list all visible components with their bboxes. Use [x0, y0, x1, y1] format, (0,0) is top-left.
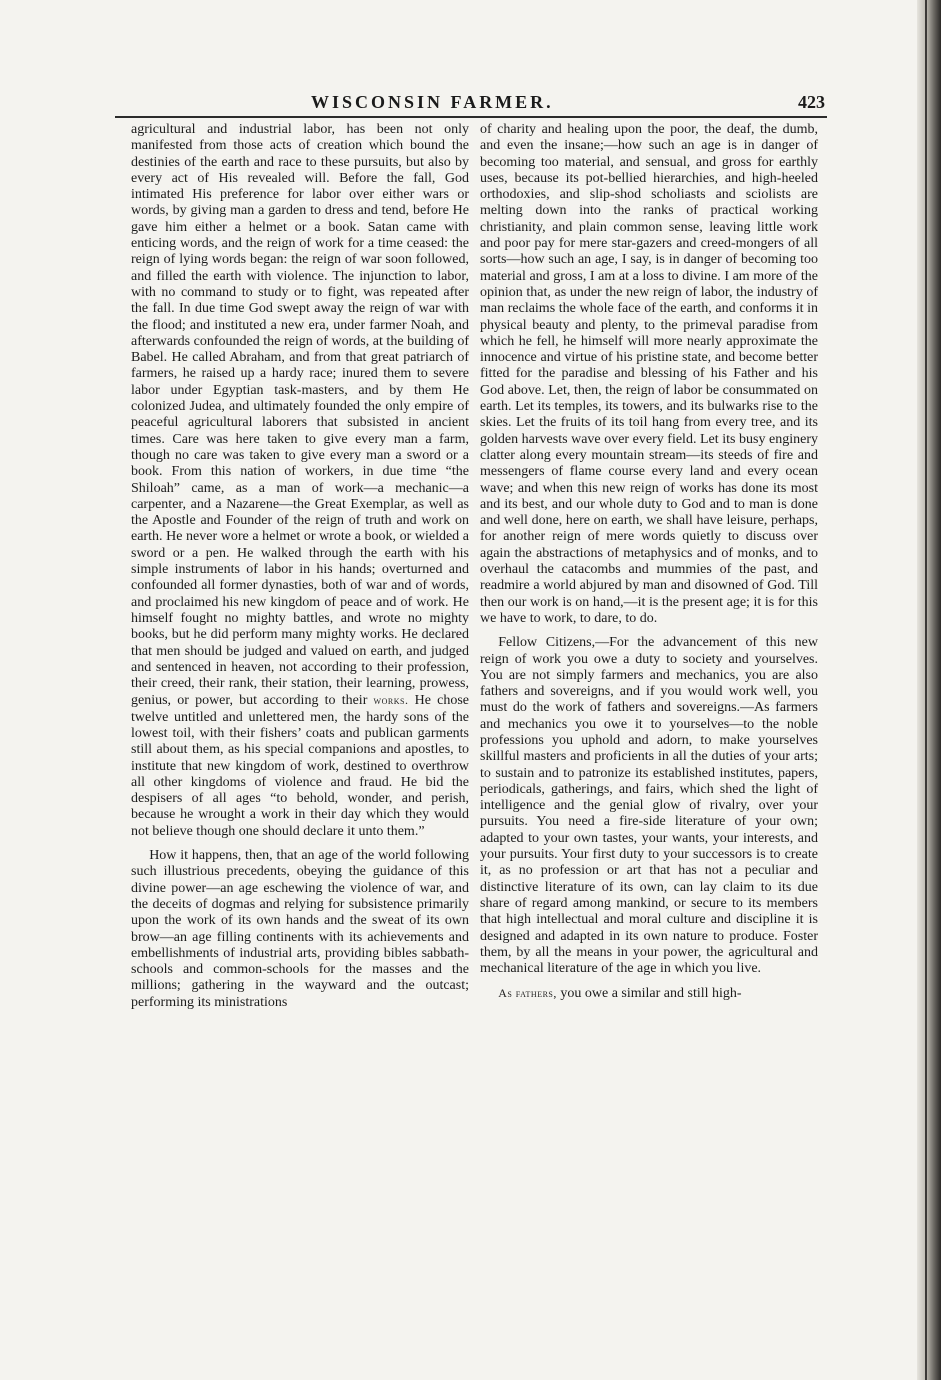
- right-paragraph-2: Fellow Citizens,—For the advancement of this new reign of work you owe a duty to society and yourselves. You are not simply farmers and mechanics, you are also fathers and sovereigns, and if you would work well, you must do the work of fathers and sovereigns.—As farmers and mechanics you owe it to yourselves—to the noble professions you uphold and adorn, to make yourselves skillful masters and proficients in all the duties of your arts; to sustain and to patronize its established institutes, papers, periodicals, gatherings, and fairs, which shed the light of intelligence and the genial glow of rivalry, over your pursuits. You need a fire-side literature of your own; adapted to your own tastes, your wants, your interests, and your pursuits. Your first duty to your successors is to create it, as no profession or art that has not a peculiar and distinctive literature of its own, can lay claim to its due share of regard among mankind, or secure to its members that high intellectual and moral culture and discipline it is designed and adapted in its own nature to produce. Foster them, by all the means in your power, the agricultural and mechanical literature of the age in which you live.: [480, 635, 818, 977]
- right-paragraph-3-text: you owe a similar and still high-: [560, 986, 742, 1002]
- as-fathers-smallcaps: As fathers,: [498, 986, 557, 1001]
- left-paragraph-2: How it happens, then, that an age of the world following such illustrious precedents, obeying the guidance of this divine power—an age eschewing the violence of war, and the deceits of dogmas and relying for subsistence primarily upon the work of its own hands and the sweat of its own brow—an age filling continents with its achievements and embellishments of industrial arts, providing bibles sabbath-schools and common-schools for the masses and the millions; gathering in the wayward and the outcast; performing its ministrations: [131, 848, 469, 1010]
- book-spine-edge: [917, 0, 941, 1380]
- running-title: WISCONSIN FARMER.: [311, 92, 554, 112]
- right-paragraph-3: [480, 985, 818, 1002]
- left-paragraph-1-end: He chose twelve untitled and unlettered men, the hardy sons of the lowest toil, with their fishers’ coats and publican garments still about them, as his special companions and apostles, to institute that new kingdom of work, destined to overthrow all other kingdoms of violence and fraud. He bid the despisers of all ages “to behold, wonder, and perish, because he wrought a work in their day which they would not believe though one should declare it unto them.”: [131, 693, 470, 839]
- header-rule: [115, 116, 827, 118]
- left-column: [131, 122, 469, 1011]
- works-smallcaps: works.: [373, 693, 409, 708]
- page-number: 423: [798, 92, 825, 112]
- left-paragraph-1: [131, 122, 469, 840]
- running-header: [115, 92, 825, 116]
- right-column: [480, 122, 818, 1003]
- left-paragraph-1-text: agricultural and industrial labor, has been not only manifested from those acts of creation which bound the destinies of the earth and race to these pursuits, but also by every act of His revealed will. Before the fall, God intimated His preference for labor over either wars or words, by giving man a garden to dress and tend, before He gave him either a helmet or a book. Satan came with enticing words, and the reign of work for a time ceased: the reign of lying words began: the reign of war soon followed, and filled the earth with violence. The injunction to labor, with no command to study or to fight, was repeated after the fall. In due time God swept away the reign of war with the flood; and instituted a new era, under farmer Noah, and afterwards confounded the reign of words, at the building of Babel. He called Abraham, and from that great patriarch of farmers, he raised up a hardy race; inured them to severe labor under Egyptian task-masters, and by them He colonized Judea, and ultimately founded the only empire of peaceful agricultural laborers that subsisted in ancient times. Care was here taken to give every man a farm, though no care was taken to give every man a sword or a book. From this nation of workers, in due time “the Shiloah” came, as a man of work—a mechanic—a carpenter, and a Nazarene—the Great Exemplar, as well as the Apostle and Founder of the reign of truth and work on earth. He never wore a helmet or wrote a book, or wielded a sword or a pen. He walked through the earth with his simple instruments of labor in his hands; overturned and confounded all former dynasties, both of war and of words, and proclaimed his new kingdom of peace and of work. He himself fought no mighty battles, and wrote no mighty books, but he did perform many mighty works. He declared that men should be judged and valued on earth, and judged and sentenced in heaven, not according to their profession, their creed, their rank, their station, their learning, prowess, genius, or power, but according to their: [131, 122, 469, 709]
- right-paragraph-1: of charity and healing upon the poor, the deaf, the dumb, and even the insane;—how such an age is in danger of becoming too material, and sensual, and gross for earthly uses, because its pot-bellied hierarchies, and high-heeled orthodoxies, and slip-shod scholiasts and sciolists are melting down into the ranks of practical working christianity, and plain common sense, leaving little work and poor pay for mere star-gazers and creed-mongers of all sorts—how such an age, I say, is in danger of becoming too material and gross, I am at a loss to divine. I am more of the opinion that, as under the new reign of labor, the industry of man reclaims the whole face of the earth, and conforms it in physical beauty and plenty, to the primeval paradise from which he fell, he himself will more nearly approximate the innocence and virtue of his pristine state, and become better fitted for the paradise and blessing of his Father and his God above. Let, then, the reign of labor be consummated on earth. Let its temples, its towers, and its bulwarks rise to the skies. Let the fruits of its toil hang from every tree, and its golden harvests wave over every field. Let its busy enginery clatter along every mountain stream—its steeds of fire and messengers of flame course every land and every ocean wave; and when this new reign of works has done its most and its best, and our whole duty to God and to man is done and well done, here on earth, we shall have leisure, perhaps, for another reign of mere words quietly to discuss over again the abstractions of metaphysics and of monks, and to overhaul the catacombs and mummies of the past, and readmire a world abjured by man and disowned of God. Till then our work is on hand,—it is the present age; it is for this we have to work, to dare, to do.: [480, 122, 818, 626]
- spine-line: [925, 0, 927, 1380]
